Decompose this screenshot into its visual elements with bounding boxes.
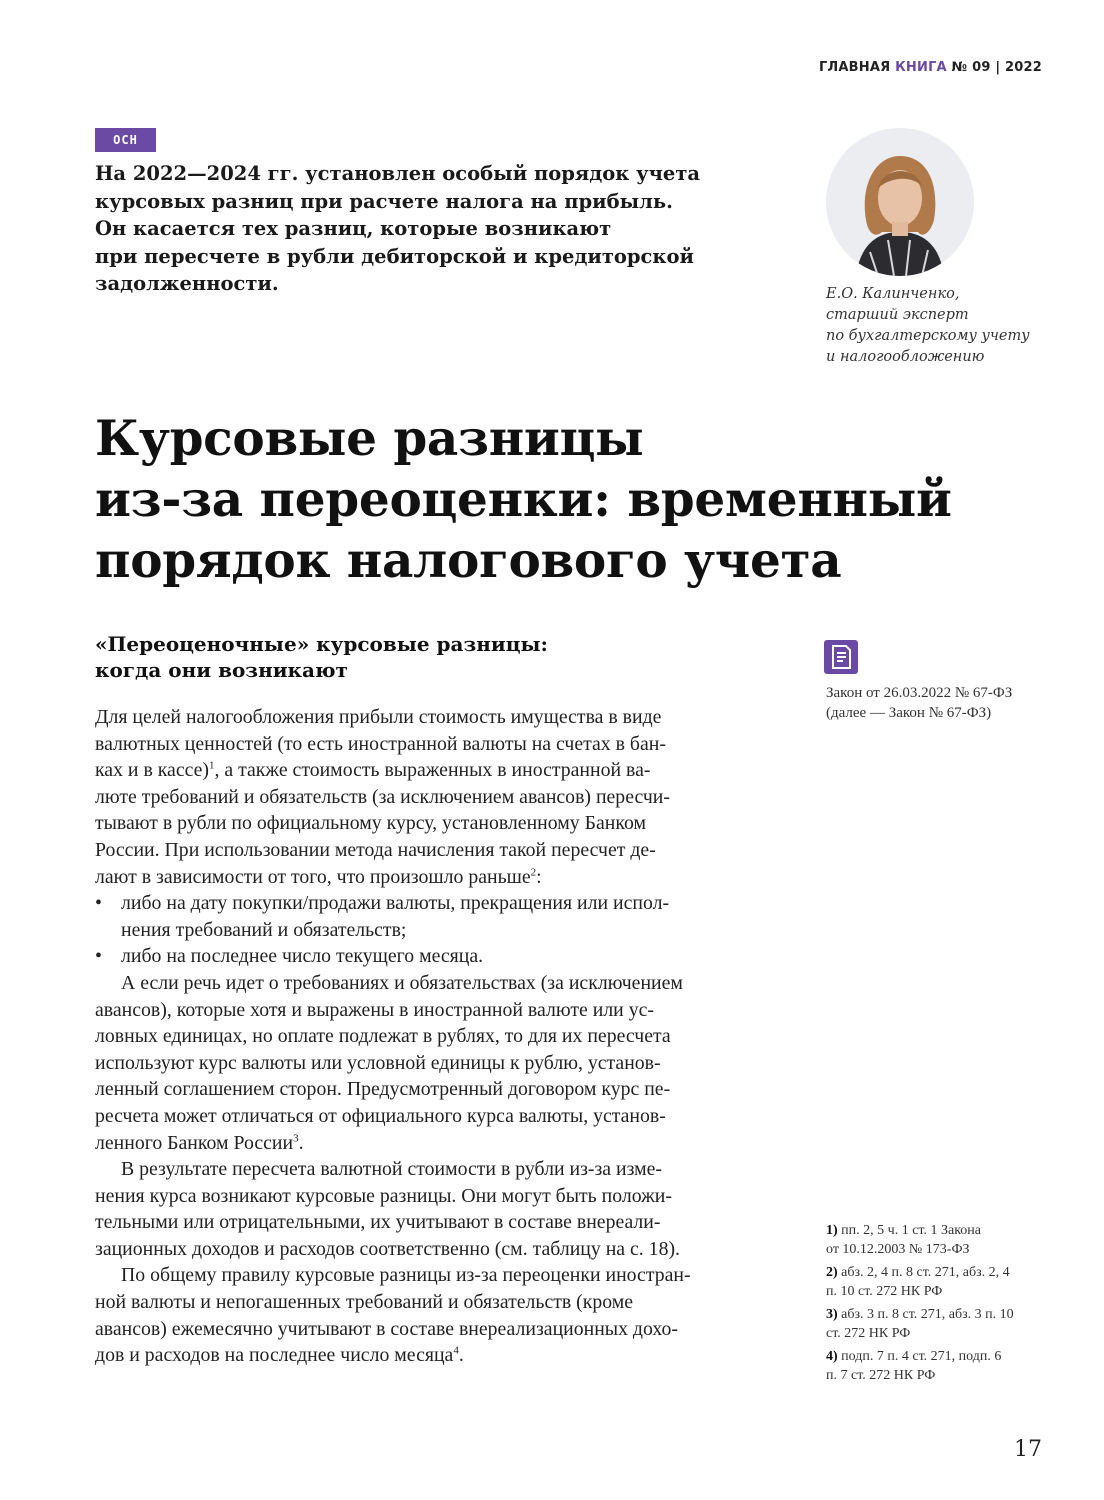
footnote: 2) абз. 2, 4 п. 8 ст. 271, абз. 2, 4 п. 10 ст. 272 НК РФ: [826, 1265, 1010, 1299]
caption-line: по бухгалтерскому учету: [826, 328, 1030, 344]
footnote-ref: 2: [530, 865, 537, 878]
brand-accent: КНИГА: [895, 60, 947, 75]
subhead-line: когда они возникают: [95, 658, 348, 682]
law-reference: Закон от 26.03.2022 № 67-ФЗ (далее — Закон № 67-ФЗ): [826, 685, 1013, 721]
lead-line: задолженности.: [95, 272, 279, 295]
title-line: порядок налогового учета: [95, 532, 842, 589]
lead-line: На 2022—2024 гг. установлен особый порядок учета: [95, 162, 701, 185]
author-portrait-icon: [826, 128, 974, 276]
footnote-ref: 3: [293, 1131, 299, 1144]
lead-line: курсовых разниц при расчете налога на прибыль.: [95, 189, 673, 213]
caption-line: и налогообложению: [826, 349, 985, 365]
magazine-header: [819, 60, 1042, 75]
title-line: Курсовые разницы: [95, 410, 644, 467]
bullet-item: • либо на последнее число текущего месяца.: [95, 943, 773, 970]
footnotes: [826, 1221, 1056, 1389]
footnote-ref: 1: [209, 759, 215, 772]
footnote: 3) абз. 3 п. 8 ст. 271, абз. 3 п. 10 ст. 272 НК РФ: [826, 1307, 1014, 1341]
lead-line: при пересчете в рубли дебиторской и кредиторской: [95, 244, 694, 268]
section-heading: [95, 631, 655, 683]
subhead-line: «Переоценочные» курсовые разницы:: [95, 632, 548, 656]
lead-paragraph: [95, 160, 735, 298]
paragraph-2: А если речь идет о требованиях и обязательствах (за исключением авансов), которые хотя и выражены в иностранной валюте или ус- ловных единицах, но оплате подлежат в рублях, то для их пересчета используют курс валюты или условной единицы к рублю, установ- ленный соглашением сторон. Предусмотренный договором курс пе- ресчета может отличаться от официального курса валюты, установ- ленного Банком России$^3$.: [95, 971, 683, 1154]
footnote-ref: 4: [453, 1344, 459, 1357]
author-caption: [826, 284, 1056, 368]
lead-line: Он касается тех разниц, которые возникают: [95, 217, 612, 240]
issue-number: № 09 | 2022: [951, 60, 1042, 75]
article-body: [95, 704, 773, 1369]
bullet-item: • либо на дату покупки/продажи валюты, прекращения или испол- нения требований и обязательств;: [95, 890, 773, 943]
footnote: 4) подп. 7 п. 4 ст. 271, подп. 6 п. 7 ст. 272 НК РФ: [826, 1349, 1002, 1383]
document-icon: [824, 640, 858, 674]
page-number: 17: [1014, 1437, 1042, 1462]
caption-line: Е.О. Калинченко,: [826, 286, 960, 302]
title-line: из-за переоценки: временный: [95, 471, 952, 528]
brand-main: ГЛАВНАЯ: [818, 60, 891, 75]
paragraph-3: В результате пересчета валютной стоимости в рубли из-за изме- нения курса возникают курсовые разницы. Они могут быть положи- тельными или отрицательными, их учитывают в составе внереали- зационных доходов и расходов соответственно (см. таблицу на с. 18).: [95, 1158, 680, 1260]
caption-line: старший эксперт: [826, 307, 969, 323]
article-title: [95, 408, 995, 591]
footnote: 1) пп. 2, 5 ч. 1 ст. 1 Закона от 10.12.2003 № 173-ФЗ: [826, 1223, 982, 1257]
paragraph-4: По общему правилу курсовые разницы из-за переоценки иностран- ной валюты и непогашенных требований и обязательств (кроме авансов) ежемесячно учитывают в составе внереализационных дохо- дов и расходов на последнее число месяца$^4$.: [95, 1264, 691, 1367]
author-photo: [826, 128, 974, 276]
paragraph-1: Для целей налогообложения прибыли стоимость имущества в виде валютных ценностей (то есть иностранной валюты на счетах в бан- ках и в кассе)$^1$, а также стоимость выраженных в иностранной ва- люте требований и обязательств (за исключением авансов) пересчи- тывают в рубли по официальному курсу, установленному Банком России. При использовании метода начисления такой пересчет де- лают в зависимости от того, что произошло раньше$^2$:: [95, 706, 670, 888]
category-tag: ОСН: [95, 128, 156, 152]
